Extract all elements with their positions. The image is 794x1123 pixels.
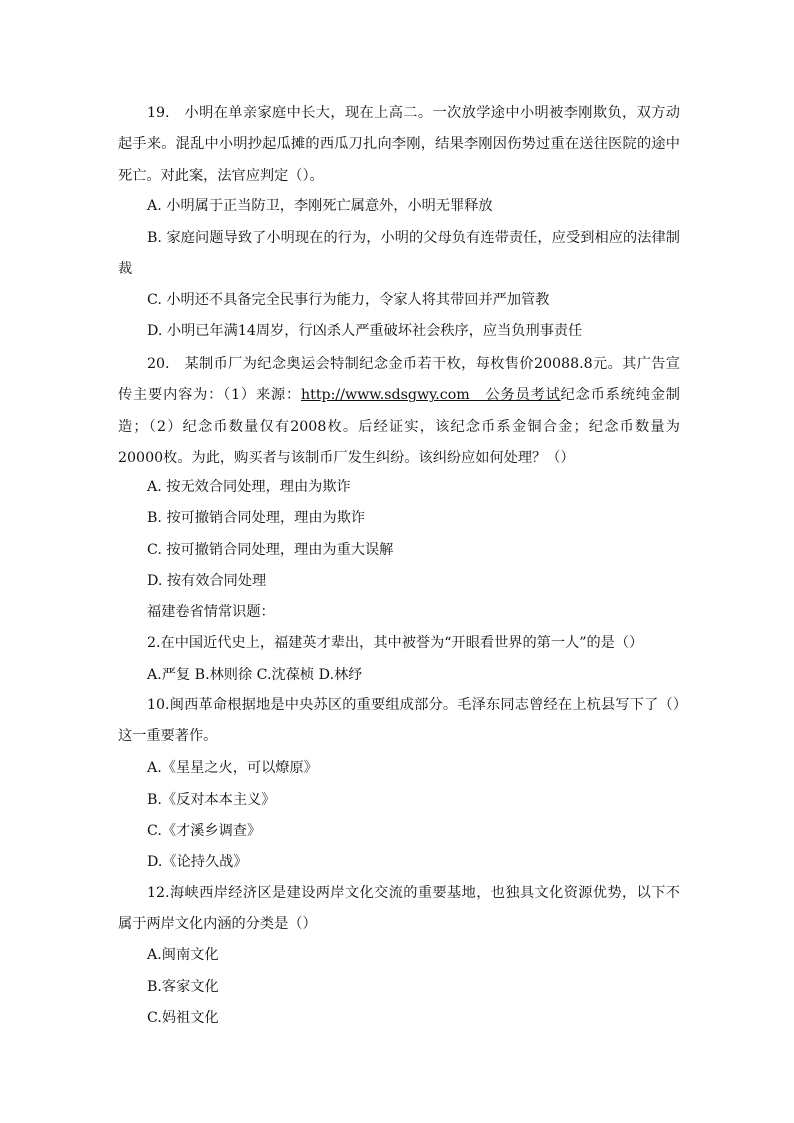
question-19-stem: 19. 小明在单亲家庭中长大，现在上高二。一次放学途中小明被李刚欺负，双方动起手来。混乱中小明抄起瓜摊的西瓜刀扎向李刚，结果李刚因伤势过重在送往医院的途中死亡。对此案，法官应判定（）。 xyxy=(118,105,680,184)
fujian-question-12-option-c: C.妈祖文化 xyxy=(147,1010,219,1026)
fujian-question-2-stem: 2.在中国近代史上，福建英才辈出，其中被誉为“开眼看世界的第一人”的是（） xyxy=(147,635,644,651)
question-19-option-d: D. 小明已年满14周岁，行凶杀人严重破坏社会秩序，应当负刑事责任 xyxy=(147,323,583,339)
section-heading: 福建卷省情常识题： xyxy=(147,604,275,620)
question-20-stem-part1: 20. 某制币厂为纪念奥运会特制纪念金币若干枚，每枚售价20088.8元。其广告宣传主要内容为：（1）来源： xyxy=(118,356,680,404)
question-20-stem-part2: 纪念币系统纯金制造；（2）纪念币数量仅有2008枚。后经证实，该纪念币系金铜合金；纪念币数量为20000枚。为此，购买者与该制币厂发生纠纷。该纠纷应如何处理？（） xyxy=(118,387,680,467)
fujian-question-10-stem: 10.闽西革命根据地是中央苏区的重要组成部分。毛泽东同志曾经在上杭县写下了（）这一重要著作。 xyxy=(118,697,680,745)
fujian-question-12-option-a: A.闽南文化 xyxy=(147,947,219,963)
fujian-question-10-option-d: D.《论持久战》 xyxy=(147,854,248,870)
question-20-stem xyxy=(118,349,680,475)
fujian-question-12-option-b: B.客家文化 xyxy=(147,979,219,995)
fujian-question-10-option-a: A.《星星之火，可以燎原》 xyxy=(147,760,318,776)
question-20-option-a: A. 按无效合同处理，理由为欺诈 xyxy=(147,479,351,495)
question-19-option-b: B. 家庭问题导致了小明现在的行为，小明的父母负有连带责任，应受到相应的法律制裁 xyxy=(118,230,680,278)
question-19-option-c: C. 小明还不具备完全民事行为能力，令家人将其带回并严加管教 xyxy=(147,292,550,308)
question-20-option-b: B. 按可撤销合同处理，理由为欺诈 xyxy=(147,510,366,526)
fujian-question-2-options: A.严复 B.林则徐 C.沈葆桢 D.林纾 xyxy=(147,667,363,683)
fujian-question-10-option-b: B.《反对本本主义》 xyxy=(147,792,276,808)
question-20-option-c: C. 按可撤销合同处理，理由为重大误解 xyxy=(147,542,394,558)
question-19-option-a: A. 小明属于正当防卫，李刚死亡属意外，小明无罪释放 xyxy=(147,198,493,214)
question-20-option-d: D. 按有效合同处理 xyxy=(147,573,267,589)
fujian-question-10-option-c: C.《才溪乡调查》 xyxy=(147,823,262,839)
source-link[interactable]: http://www.sdsgwy.com 公务员考试 xyxy=(301,387,561,404)
fujian-question-12-stem: 12.海峡西岸经济区是建设两岸文化交流的重要基地，也独具文化资源优势，以下不属于两岸文化内涵的分类是（） xyxy=(118,885,680,933)
